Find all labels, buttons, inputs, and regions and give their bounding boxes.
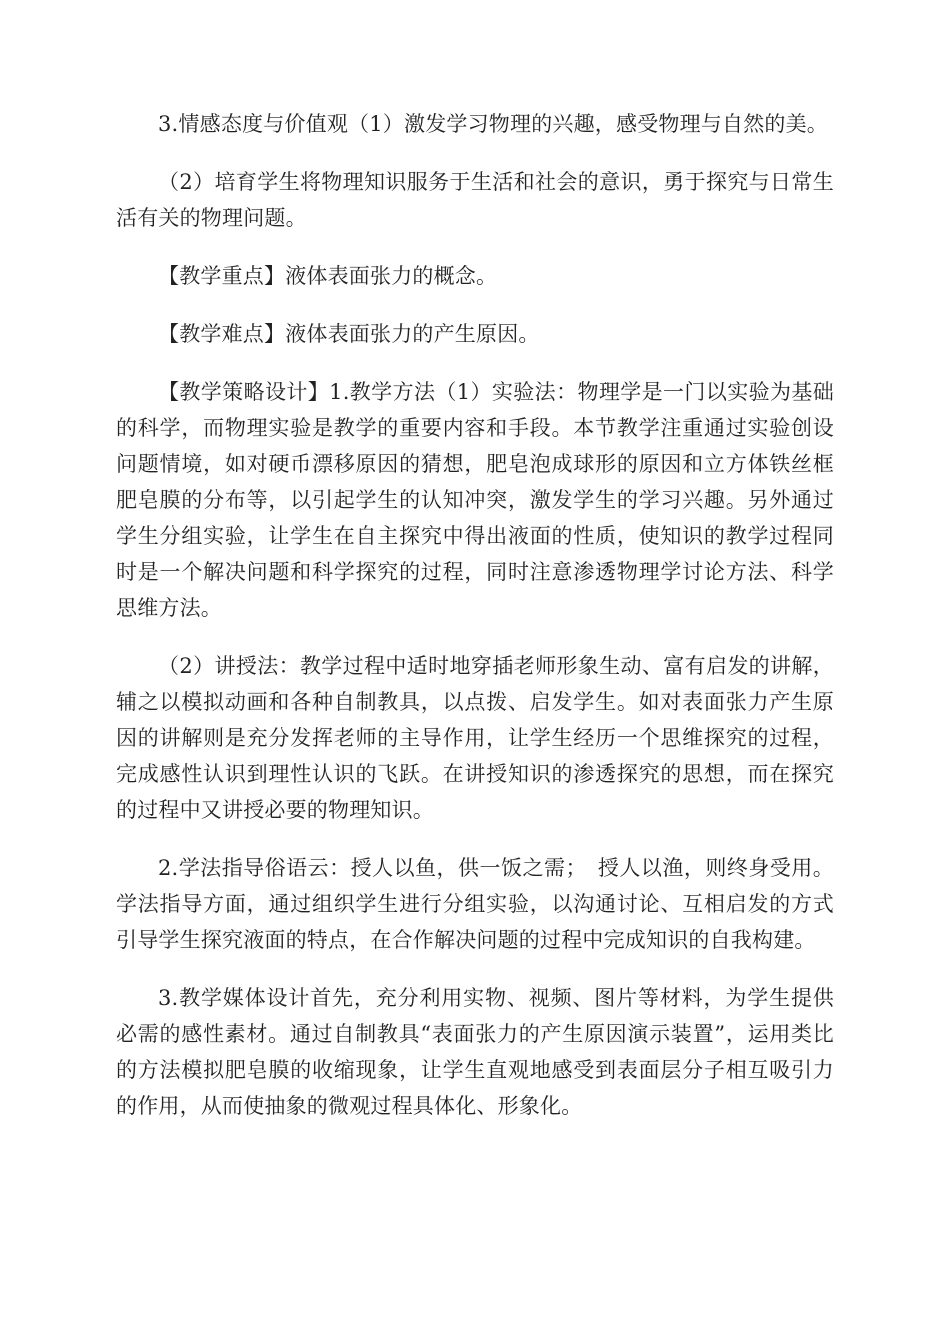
paragraph-strategy-experiment-method: 【教学策略设计】1.教学方法（1）实验法：物理学是一门以实验为基础的科学，而物理实验是教学的重要内容和手段。本节教学注重通过实验创设问题情境，如对硬币漂移原因的猜想，肥皂泡成球形的原因和立方体铁丝框肥皂膜的分布等，以引起学生的认知冲突，激发学生的学习兴趣。另外通过学生分组实验，让学生在自主探究中得出液面的性质，使知识的教学过程同时是一个解决问题和科学探究的过程，同时注意渗透物理学讨论方法、科学思维方法。	[116, 380, 834, 620]
paragraph-learning-guidance: 2.学法指导俗语云：授人以鱼，供一饭之需； 授人以渔，则终身受用。学法指导方面，通过组织学生进行分组实验，以沟通讨论、互相启发的方式引导学生探究液面的特点，在合作解决问题的过程中完成知识的自我构建。	[116, 856, 834, 952]
paragraph-media-design: 3.教学媒体设计首先，充分利用实物、视频、图片等材料，为学生提供必需的感性素材。通过自制教具“表面张力的产生原因演示装置”，运用类比的方法模拟肥皂膜的收缩现象，让学生直观地感受到表面层分子相互吸引力的作用，从而使抽象的微观过程具体化、形象化。	[116, 986, 834, 1118]
paragraph-teaching-focus: 【教学重点】液体表面张力的概念。	[158, 264, 498, 288]
paragraph-teaching-difficulty: 【教学难点】液体表面张力的产生原因。	[158, 322, 540, 346]
paragraph-lecture-method: （2）讲授法：教学过程中适时地穿插老师形象生动、富有启发的讲解，辅之以模拟动画和各种自制教具，以点拨、启发学生。如对表面张力产生原因的讲解则是充分发挥老师的主导作用，让学生经历一个思维探究的过程，完成感性认识到理性认识的飞跃。在讲授知识的渗透探究的思想，而在探究的过程中又讲授必要的物理知识。	[116, 654, 834, 822]
paragraph-social-awareness: （2）培育学生将物理知识服务于生活和社会的意识，勇于探究与日常生活有关的物理问题。	[116, 170, 834, 230]
paragraph-affective-goals: 3.情感态度与价值观（1）激发学习物理的兴趣，感受物理与自然的美。	[158, 112, 828, 136]
